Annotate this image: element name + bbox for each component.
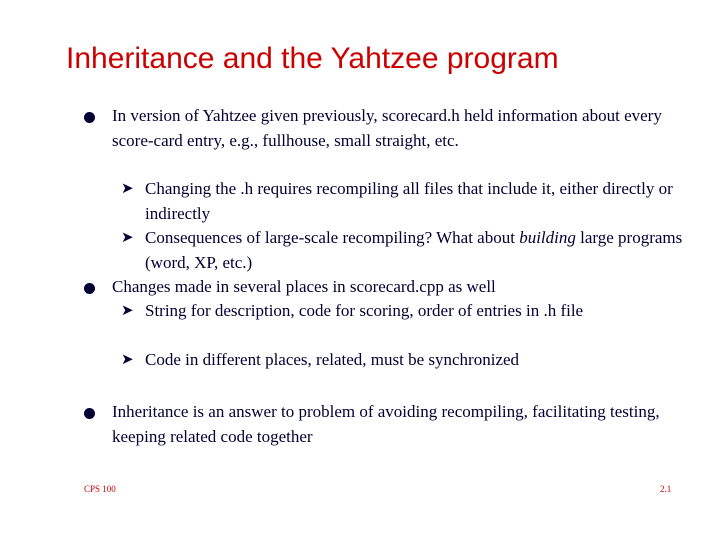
bullet-text: Changes made in several places in scorecard.cpp as well [112,277,496,296]
bullet-dot-icon [84,112,95,123]
footer-page-number: 2.1 [660,484,672,494]
sub-bullet-item [121,348,690,373]
footer-course: CPS 100 [84,484,116,494]
bullet-item [112,104,702,153]
sub-bullet-text-after: large programs (word, XP, etc.) [145,228,683,272]
slide-title: Inheritance and the Yahtzee program [66,42,559,75]
bullet-item [112,400,702,449]
sub-bullet-text-before: Consequences of large-scale recompiling? What about [145,228,520,247]
sub-bullet-text: Code in different places, related, must be synchronized [145,350,520,369]
sub-bullet-item [121,226,690,275]
sub-bullet-text: Changing the .h requires recompiling all files that include it, either directly or indirectly [145,179,673,223]
bullet-item [112,275,702,300]
bullet-dot-icon [84,283,95,294]
arrow-bullet-icon: ➤ [121,352,134,368]
arrow-bullet-icon: ➤ [121,230,134,246]
sub-bullet-text-italic: building [519,228,576,247]
bullet-dot-icon [84,408,95,419]
sub-bullet-text: String for description, code for scoring, order of entries in .h file [145,301,584,320]
arrow-bullet-icon: ➤ [121,181,134,197]
sub-bullet-item [121,299,690,324]
arrow-bullet-icon: ➤ [121,303,134,319]
bullet-text: In version of Yahtzee given previously, scorecard.h held information about every score-card entry, e.g., fullhouse, small straight, etc. [112,106,662,150]
sub-bullet-item [121,177,690,226]
bullet-text: Inheritance is an answer to problem of avoiding recompiling, facilitating testing, keeping related code together [112,402,660,446]
